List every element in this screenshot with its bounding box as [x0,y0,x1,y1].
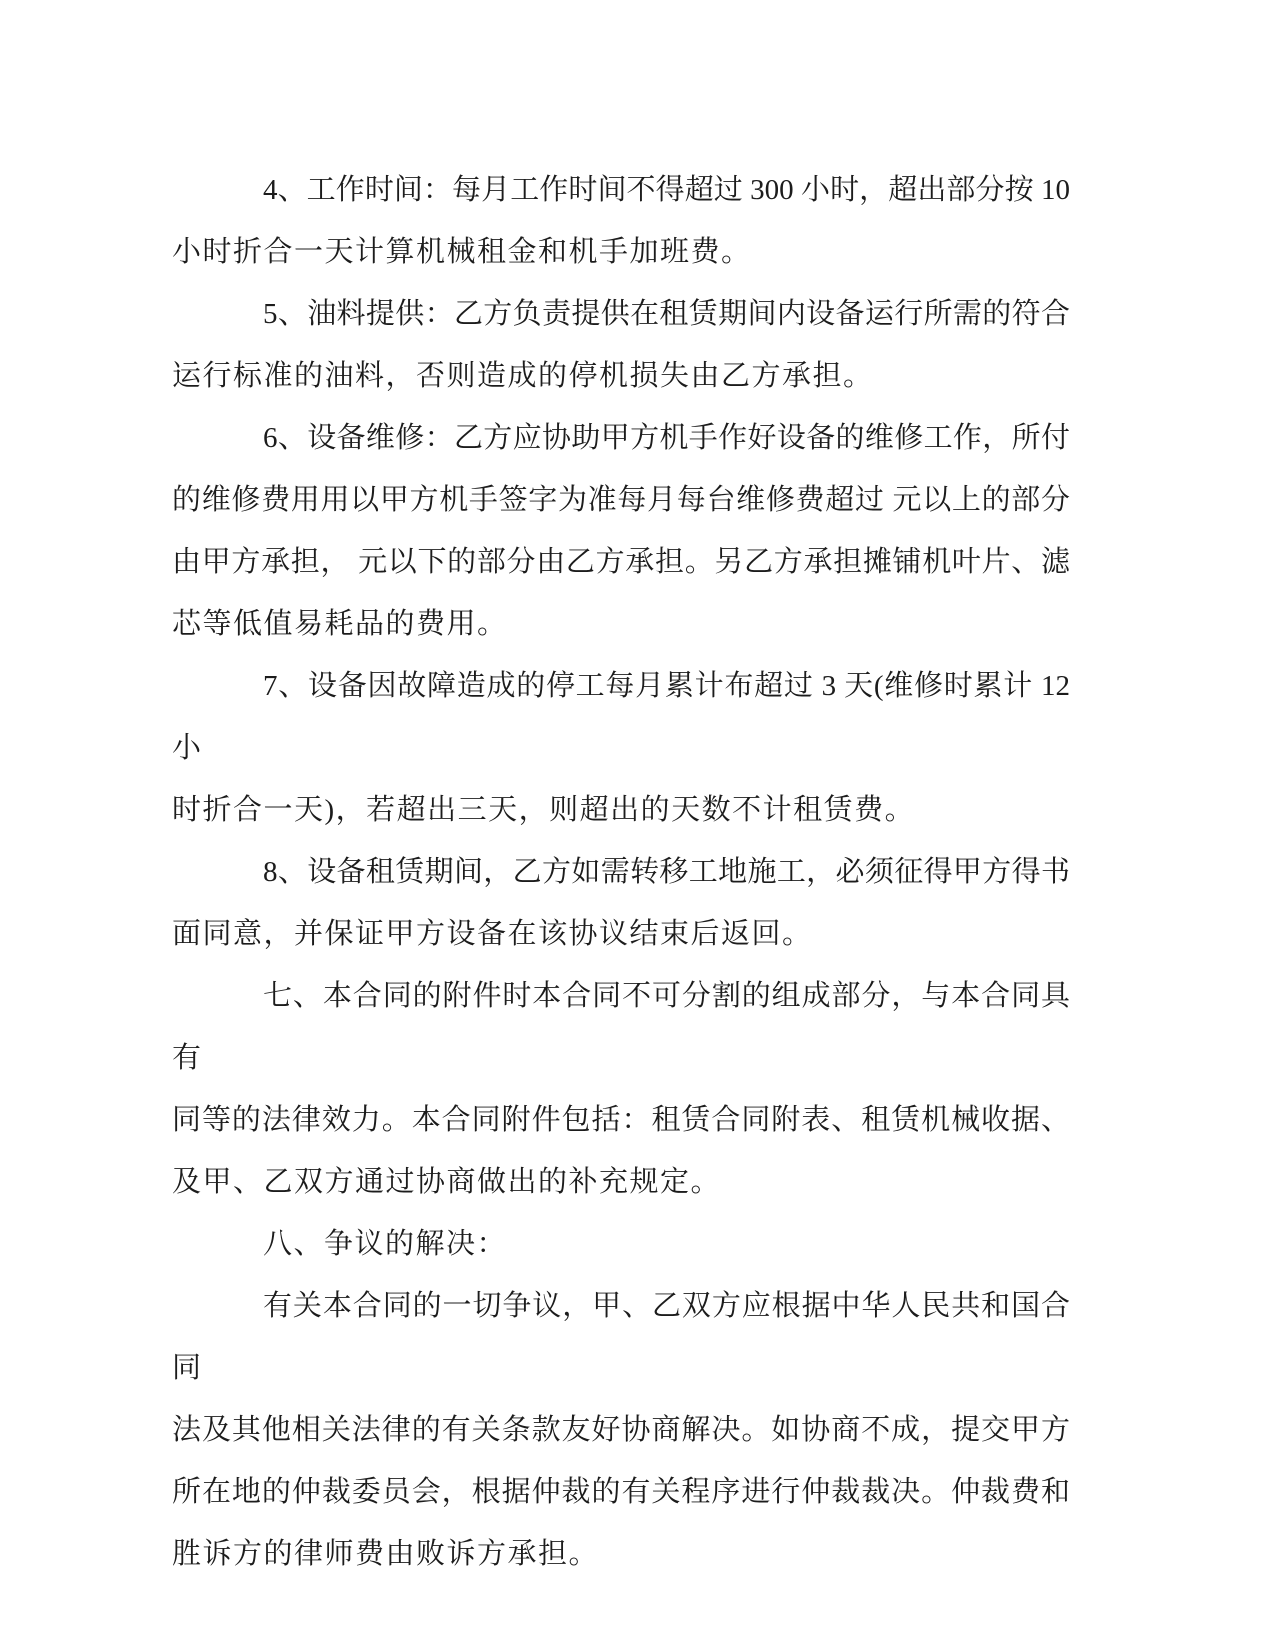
contract-line: 有关本合同的一切争议，甲、乙双方应根据中华人民共和国合同 [172,1290,1070,1384]
contract-line: 5、油料提供：乙方负责提供在租赁期间内设备运行所需的符合 [263,298,1070,330]
contract-line: 由甲方承担， 元以下的部分由乙方承担。另乙方承担摊铺机叶片、滤 [172,546,1070,578]
contract-line: 七、本合同的附件时本合同不可分割的组成部分，与本合同具有 [172,980,1070,1074]
contract-line: 4、工作时间：每月工作时间不得超过 300 小时，超出部分按 10 [263,174,1070,206]
contract-line: 时折合一天)，若超出三天，则超出的天数不计租赁费。 [172,794,916,826]
contract-line: 的维修费用用以甲方机手签字为准每月每台维修费超过 元以上的部分 [172,484,1070,516]
contract-line: 面同意，并保证甲方设备在该协议结束后返回。 [172,918,813,950]
contract-line: 及甲、乙双方通过协商做出的补充规定。 [172,1166,722,1198]
contract-line: 7、设备因故障造成的停工每月累计布超过 3 天(维修时累计 12 小 [172,670,1070,764]
contract-line: 6、设备维修：乙方应协助甲方机手作好设备的维修工作，所付 [263,422,1070,454]
contract-line: 同等的法律效力。本合同附件包括：租赁合同附表、租赁机械收据、 [172,1104,1070,1136]
contract-line: 8、设备租赁期间，乙方如需转移工地施工，必须征得甲方得书 [263,856,1070,888]
contract-line: 运行标准的油料，否则造成的停机损失由乙方承担。 [172,360,874,392]
contract-line: 八、争议的解决： [263,1228,508,1260]
contract-line: 胜诉方的律师费由败诉方承担。 [172,1538,600,1570]
contract-line: 所在地的仲裁委员会，根据仲裁的有关程序进行仲裁裁决。仲裁费和 [172,1476,1070,1508]
contract-line: 小时折合一天计算机械租金和机手加班费。 [172,236,752,268]
contract-line: 法及其他相关法律的有关条款友好协商解决。如协商不成，提交甲方 [172,1414,1070,1446]
contract-line: 芯等低值易耗品的费用。 [172,608,508,640]
contract-body [172,159,1070,1585]
